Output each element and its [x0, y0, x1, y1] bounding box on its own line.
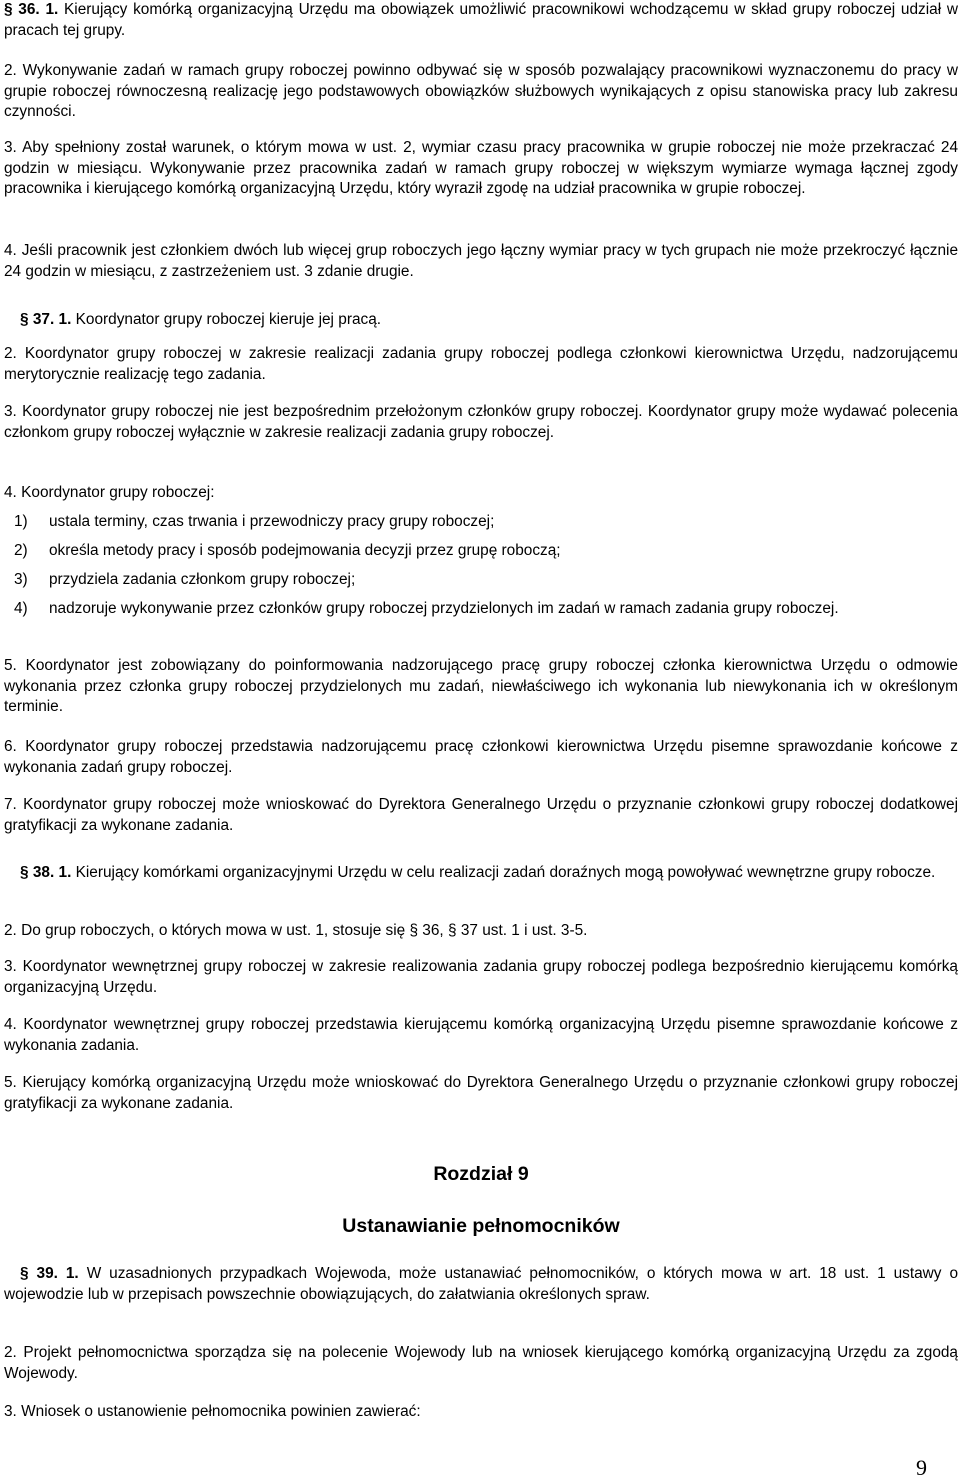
chapter-title: Ustanawianie pełnomocników	[342, 1215, 620, 1237]
paragraph-text: Koordynator grupy roboczej:	[21, 484, 215, 501]
paragraph-text: Koordynator wewnętrznej grupy roboczej przedstawia kierującemu komórką organizacyjną Urzędu pisemne sprawozdanie końcowe z wykonania zadania.	[4, 1016, 958, 1054]
paragraph-number: 5.	[4, 1074, 17, 1091]
paragraph-number: 3.	[4, 958, 17, 975]
para-37-1	[20, 310, 958, 331]
list-item	[4, 512, 958, 533]
paragraph-text: Koordynator jest zobowiązany do poinformowania nadzorującego pracę grupy roboczej członka kierownictwa Urzędu o odmowie wykonania przez członka grupy roboczej przydzielonych mu zadań, niewłaściwego ich wykonania lub niewykonania ich w określonym terminie.	[4, 657, 958, 715]
paragraph-text: Jeśli pracownik jest członkiem dwóch lub więcej grup roboczych jego łączny wymiar pracy w tych grupach nie może przekroczyć łącznie 24 godzin w miesiącu, z zastrzeżeniem ust. 3 zdanie drugie.	[4, 242, 958, 280]
paragraph-number: 4.	[4, 1016, 17, 1033]
section-number: § 36. 1.	[4, 1, 59, 18]
paragraph-number: 6.	[4, 738, 17, 755]
paragraph-text: Koordynator grupy roboczej nie jest bezpośrednim przełożonym członków grupy roboczej. Koordynator grupy może wydawać polecenia członkom grupy roboczej wyłącznie w zakresie realizacji zadania grupy roboczej.	[4, 403, 958, 441]
para-39-3	[4, 1402, 958, 1423]
paragraph-text: Kierujący komórkami organizacyjnymi Urzędu w celu realizacji zadań doraźnych mogą powoływać wewnętrzne grupy robocze.	[75, 864, 936, 881]
paragraph-text: Kierujący komórką organizacyjną Urzędu może wnioskować do Dyrektora Generalnego Urzędu o przyznanie członkowi grupy roboczej gratyfikacji za wykonane zadania.	[4, 1074, 958, 1112]
paragraph-text: Projekt pełnomocnictwa sporządza się na polecenie Wojewody lub na wniosek kierującego komórką organizacyjną Urzędu za zgodą Wojewody.	[4, 1344, 958, 1382]
paragraph-number: 4.	[4, 242, 17, 259]
paragraph-number: 2.	[4, 1344, 17, 1361]
paragraph-text: Wniosek o ustanowienie pełnomocnika powinien zawierać:	[21, 1403, 421, 1420]
list-number: 2)	[14, 542, 28, 559]
paragraph-number: 3.	[4, 139, 17, 156]
list-item	[4, 541, 958, 562]
paragraph-number: 5.	[4, 657, 17, 674]
list-number: 4)	[14, 600, 28, 617]
para-38-3	[4, 957, 958, 998]
para-38-4	[4, 1015, 958, 1056]
section-number: § 39. 1.	[20, 1265, 79, 1282]
paragraph-text: Kierujący komórką organizacyjną Urzędu ma obowiązek umożliwić pracownikowi wchodzącemu w skład grupy roboczej udział w pracach tej grupy.	[4, 1, 959, 39]
list-text: nadzoruje wykonywanie przez członków grupy roboczej przydzielonych im zadań w ramach zadania grupy roboczej.	[49, 600, 839, 617]
paragraph-number: 7.	[4, 796, 17, 813]
para-38-2	[4, 921, 958, 942]
section-number: § 38. 1.	[20, 864, 72, 881]
para-39-1	[4, 1264, 958, 1305]
para-36-3	[4, 138, 958, 200]
para-37-6	[4, 737, 958, 778]
para-38-5	[4, 1073, 958, 1114]
para-37-5	[4, 656, 958, 718]
paragraph-number: 4.	[4, 484, 17, 501]
paragraph-text: Aby spełniony został warunek, o którym mowa w ust. 2, wymiar czasu pracy pracownika w grupie roboczej nie może przekraczać 24 godzin w miesiącu. Wykonywanie przez pracownika zadań w ramach grupy roboczej w większym wymiarze wymaga łącznej zgody pracownika i kierującego komórką organizacyjną Urzędu, który wyraził zgodę na udział pracownika w grupie roboczej.	[4, 139, 958, 197]
list-item	[4, 570, 958, 591]
para-38-1	[4, 863, 958, 884]
para-37-7	[4, 795, 958, 836]
paragraph-number: 3.	[4, 1403, 17, 1420]
paragraph-text: Wykonywanie zadań w ramach grupy roboczej powinno odbywać się w sposób pozwalający pracownikowi wyznaczonemu do pracy w grupie roboczej równoczesną realizację jego podstawowych obowiązków służbowych wynikających z opisu stanowiska pracy lub zakresu czynności.	[4, 62, 959, 120]
paragraph-text: Koordynator grupy roboczej może wnioskować do Dyrektora Generalnego Urzędu o przyznanie członkowi grupy roboczej dodatkowej gratyfikacji za wykonane zadania.	[4, 796, 958, 834]
para-37-3	[4, 402, 958, 443]
paragraph-text: Do grup roboczych, o których mowa w ust. 1, stosuje się § 36, § 37 ust. 1 i ust. 3-5.	[21, 922, 588, 939]
list-item	[4, 599, 958, 620]
paragraph-number: 2.	[4, 345, 17, 362]
paragraph-text: Koordynator wewnętrznej grupy roboczej w zakresie realizowania zadania grupy roboczej podlega bezpośrednio kierującemu komórką organizacyjną Urzędu.	[4, 958, 958, 996]
paragraph-number: 2.	[4, 62, 17, 79]
paragraph-text: W uzasadnionych przypadkach Wojewoda, może ustanawiać pełnomocników, o których mowa w art. 18 ust. 1 ustawy o wojewodzie lub w przepisach powszechnie obowiązujących, do załatwiania określonych spraw.	[4, 1265, 959, 1303]
list-text: przydziela zadania członkom grupy roboczej;	[49, 571, 356, 588]
para-36-2	[4, 61, 958, 123]
paragraph-number: 2.	[4, 922, 17, 939]
section-number: § 37. 1.	[20, 311, 72, 328]
para-37-4	[4, 483, 958, 504]
paragraph-text: Koordynator grupy roboczej w zakresie realizacji zadania grupy roboczej podlega członkowi kierownictwa Urzędu, nadzorującemu merytorycznie realizację tego zadania.	[4, 345, 958, 383]
paragraph-number: 3.	[4, 403, 17, 420]
page-number: 9	[916, 1455, 927, 1480]
para-36-1	[4, 0, 958, 41]
para-36-4	[4, 241, 958, 282]
paragraph-text: Koordynator grupy roboczej przedstawia nadzorującemu pracę członkowi kierownictwa Urzędu pisemne sprawozdanie końcowe z wykonania zadań grupy roboczej.	[4, 738, 958, 776]
chapter-number: Rozdział 9	[433, 1163, 529, 1185]
list-number: 3)	[14, 571, 28, 588]
list-number: 1)	[14, 513, 28, 530]
para-37-2	[4, 344, 958, 385]
list-text: określa metody pracy i sposób podejmowania decyzji przez grupę roboczą;	[49, 542, 561, 559]
paragraph-text: Koordynator grupy roboczej kieruje jej pracą.	[75, 311, 382, 328]
para-39-2	[4, 1343, 958, 1384]
list-text: ustala terminy, czas trwania i przewodniczy pracy grupy roboczej;	[49, 513, 495, 530]
